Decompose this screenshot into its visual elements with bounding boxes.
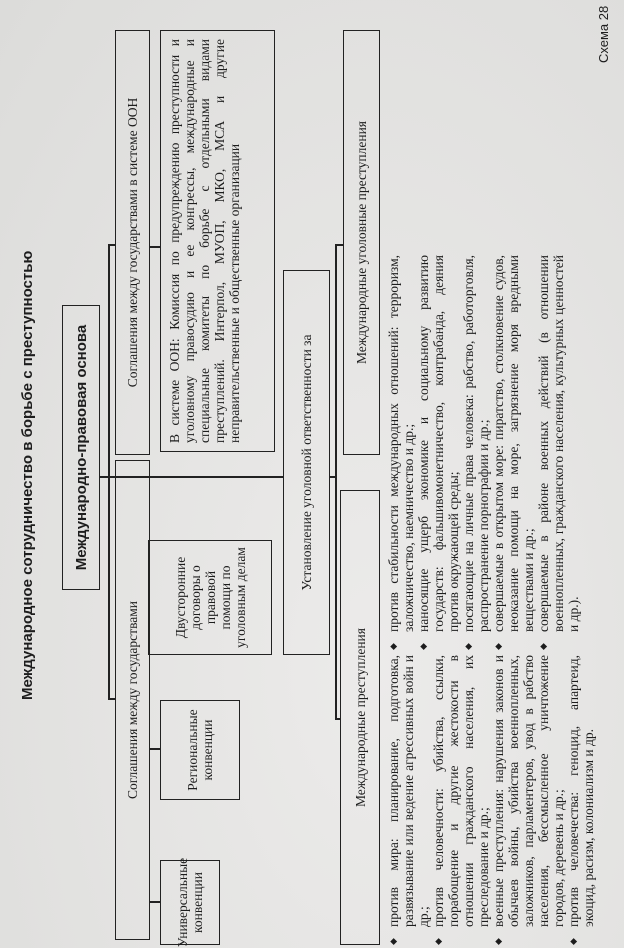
list-item: ◆ против мира: планирование, подготовка, развязывание или ведение агрессивных войн и др.; [386,655,431,945]
diagram-title: Международное сотрудничество в борьбе с преступностью [19,250,36,700]
root-node: Международно-правовая основа [62,305,100,590]
connector [150,749,160,751]
connector [150,247,160,249]
liability-node: Установление уголовной ответственности за [283,270,330,655]
list-item: ◆ наносящие ущерб экономике и социальному развитию государств: фальшивомонетничество, контрабанда, деяния против окружающей среды; [416,255,461,650]
list-item: ◆ совершаемые в районе военных действий (в отношении военнопленных, гражданского населения, культурных ценностей и др.). [536,255,581,650]
list-item: ◆ посягающие на личные права человека: рабство, работорговля, распространение порнографии и др.; [461,255,491,650]
un-system-detail: В системе ООН: Комиссия по предупреждению преступности и уголовному правосудию и ее конгрессы, международные и специальные комитеты по борьбе с отдельными видами преступлений. Интерпол, МУОП, МКО, МСА и другие неправительственные и общественные организации [160,30,275,452]
regional-conventions-node: Региональные конвенции [160,700,240,800]
international-criminal-offences-list [386,255,581,650]
international-criminal-offences-node: Международные уголовные преступления [343,30,380,455]
international-crimes-list [386,655,596,945]
connector [335,245,337,720]
connector [335,245,343,247]
international-crimes-node: Международные преступления [340,490,380,945]
connector [108,699,115,701]
list-item: ◆ против человечности: убийства, ссылки, порабощение и другие жестокости в отношении гражданского населения, их преследование и др.; [431,655,491,945]
list-item: ◆ против стабильности международных отношений: терроризм, заложничество, наемничество и др.; [386,255,416,650]
scheme-label: Схема 28 [596,5,611,63]
universal-conventions-node: Универсальные конвенции [160,860,220,945]
connector [150,902,160,904]
bilateral-treaties-node: Двусторонние договоры о правовой помощи по уголовным делам [148,540,272,655]
list-item: ◆ военные преступления: нарушения законов и обычаев войны, убийства военнопленных, заложников, парламентеров, увод в рабство населения, бессмысленное уничтожение городов, деревень и др.; [491,655,566,945]
list-item: ◆ против человечества: геноцид, апартеид, экоцид, расизм, колониализм и др. [566,655,596,945]
list-item: ◆ совершаемые в открытом море: пиратство, столкновение судов, неоказание помощи на море, загрязнение моря вредными веществами и др.; [491,255,536,650]
connector [108,245,110,700]
connector [330,477,335,479]
agreements-node: Соглашения между государствами [115,460,150,940]
un-agreements-node: Соглашения между государствами в системе ООН [115,30,150,455]
connector [108,245,115,247]
